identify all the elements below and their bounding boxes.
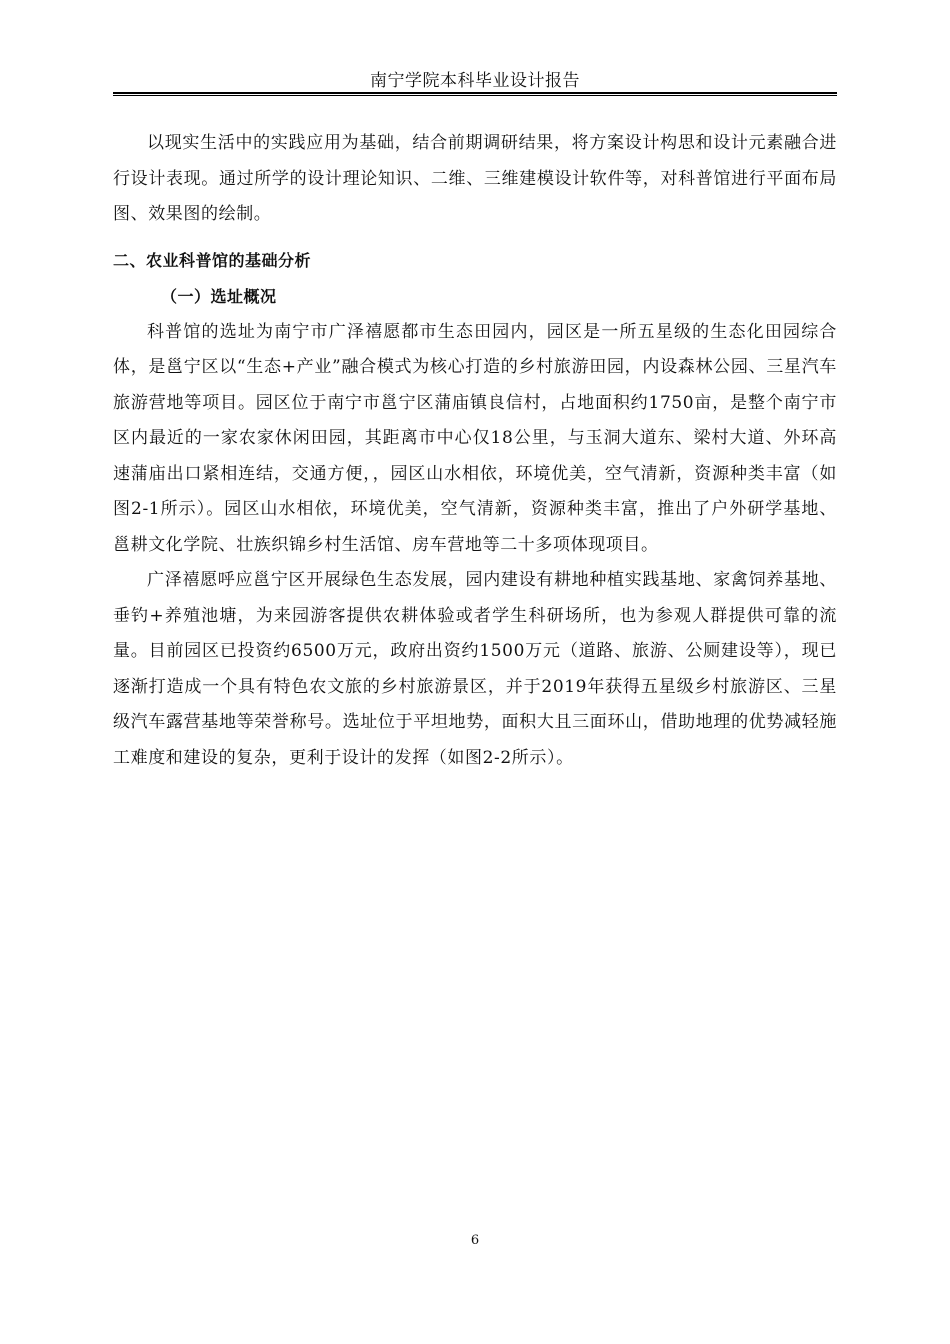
subsection-heading: （一）选址概况 — [161, 286, 277, 306]
body-paragraph-development: 广泽禧愿呼应邕宁区开展绿色生态发展，园内建设有耕地种植实践基地、家禽饲养基地、垂钓+养殖池塘，为来园游客提供农耕体验或者学生科研场所，也为参观人群提供可靠的流量。目前园区已投资约6500万元，政府出资约1500万元（道路、旅游、公厕建设等），现已逐渐打造成一个具有特色农文旅的乡村旅游景区，并于2019年获得五星级乡村旅游区、三星级汽车露营基地等荣誉称号。选址位于平坦地势，面积大且三面环山，借助地理的优势减轻施工难度和建设的复杂，更利于设计的发挥（如图2-2所示）。 — [113, 570, 837, 768]
page-header-title: 南宁学院本科毕业设计报告 — [370, 71, 580, 91]
section-heading: 二、农业科普馆的基础分析 — [113, 250, 312, 270]
intro-paragraph: 以现实生活中的实践应用为基础，结合前期调研结果，将方案设计构思和设计元素融合进行设计表现。通过所学的设计理论知识、二维、三维建模设计软件等，对科普馆进行平面布局图、效果图的绘制。 — [113, 133, 837, 224]
header-divider-thin — [113, 95, 837, 96]
page-number: 6 — [470, 1233, 480, 1248]
document-body — [113, 126, 837, 776]
header-divider-thick — [113, 92, 837, 94]
body-paragraph-site-overview: 科普馆的选址为南宁市广泽禧愿都市生态田园内，园区是一所五星级的生态化田园综合体，是邕宁区以“生态+产业”融合模式为核心打造的乡村旅游田园，内设森林公园、三星汽车旅游营地等项目。园区位于南宁市邕宁区蒲庙镇良信村，占地面积约1750亩，是整个南宁市区内最近的一家农家休闲田园，其距离市中心仅18公里，与玉洞大道东、梁村大道、外环高速蒲庙出口紧相连结，交通方便，，园区山水相依，环境优美，空气清新，资源种类丰富（如图2-1所示）。园区山水相依，环境优美，空气清新，资源种类丰富，推出了户外研学基地、邕耕文化学院、壮族织锦乡村生活馆、房车营地等二十多项体现项目。 — [113, 321, 837, 555]
